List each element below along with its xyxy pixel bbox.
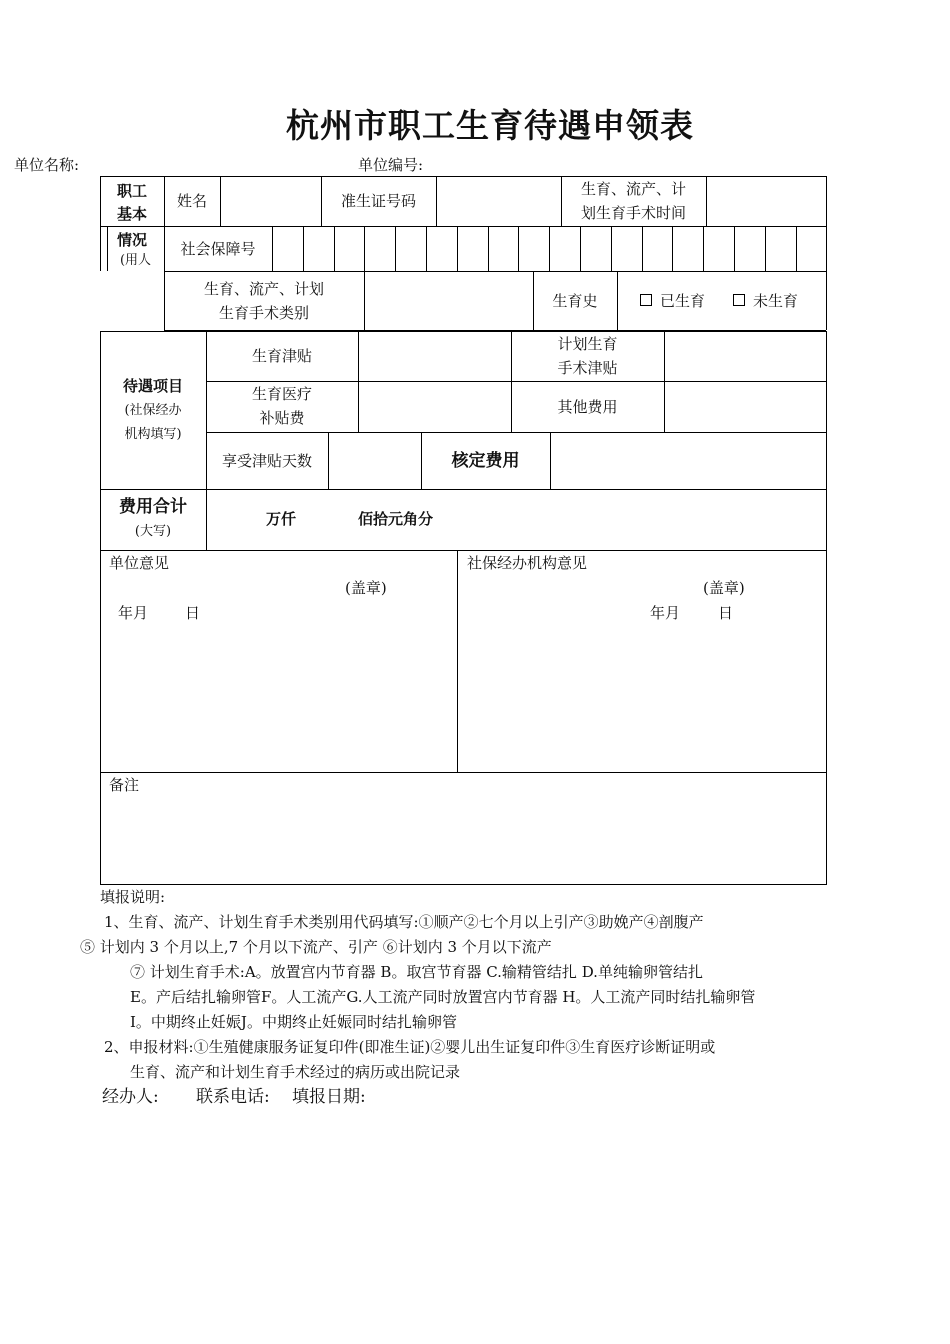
benefits-group-title: 待遇项目 (122, 377, 183, 395)
basic-group-line3: 情况 (116, 231, 147, 249)
option-no-children[interactable]: 未生育 (733, 289, 798, 313)
instructions-heading: 填报说明: (100, 888, 166, 906)
page-title: 杭州市职工生育待遇申领表 (286, 106, 694, 145)
checkbox-icon (640, 294, 652, 306)
instruction-line: 2、申报材料:①生殖健康服务证复印件(即准生证)②婴儿出生证复印件③生育医疗诊断证明或 (104, 1038, 716, 1056)
surgery-time-label-1: 生育、流产、计 (580, 180, 686, 198)
allowance-field[interactable] (358, 336, 511, 376)
total-units-a: 万仟 (266, 510, 297, 528)
unit-code-label: 单位编号: (358, 156, 424, 174)
surgery-time-field[interactable] (706, 183, 826, 221)
fill-date-label: 填报日期: (292, 1087, 366, 1107)
unit-stamp-label: (盖章) (345, 579, 387, 597)
history-label: 生育史 (552, 292, 598, 310)
benefits-group-sub-1: (社保经办 (124, 403, 182, 418)
days-label: 享受津贴天数 (221, 452, 312, 470)
agency-stamp-label: (盖章) (703, 579, 745, 597)
other-fee-label: 其他费用 (557, 398, 618, 416)
total-units-b: 佰拾元角分 (358, 510, 434, 528)
name-field[interactable] (220, 183, 321, 221)
plan-allowance-label-2: 手术津贴 (557, 359, 618, 377)
basic-group-line4: (用人 (119, 253, 152, 268)
basic-group-line2: 基本 (116, 205, 147, 223)
unit-opinion-field[interactable] (104, 630, 452, 766)
agency-day-label: 日 (718, 604, 734, 622)
phone-label: 联系电话: (196, 1087, 270, 1107)
instruction-line: E。产后结扎输卵管F。人工流产G.人工流产同时放置宫内节育器 H。人工流产同时结扎输卵管 (130, 988, 756, 1006)
plan-allowance-field[interactable] (664, 336, 826, 376)
remarks-label: 备注 (109, 776, 140, 794)
handler-label: 经办人: (102, 1087, 159, 1107)
medical-subsidy-label-1: 生育医疗 (251, 385, 312, 403)
unit-name-label: 单位名称: (14, 156, 80, 174)
allowance-label: 生育津贴 (251, 347, 312, 365)
instruction-line: I。中期终止妊娠J。中期终止妊娠同时结扎输卵管 (130, 1013, 457, 1031)
remarks-field[interactable] (104, 800, 822, 878)
name-label: 姓名 (176, 192, 207, 210)
unit-day-label: 日 (185, 604, 201, 622)
instruction-line: ⑦ 计划生育手术:A。放置宫内节育器 B。取宫节育器 C.输精管结扎 D.单纯输卵管结扎 (130, 963, 703, 981)
unit-opinion-label: 单位意见 (109, 554, 170, 572)
ssn-field[interactable] (272, 229, 826, 269)
instruction-line: ⑤ 计划内 3 个月以上,7 个月以下流产、引产 ⑥计划内 3 个月以下流产 (80, 938, 552, 956)
checkbox-icon (733, 294, 745, 306)
unit-date-label: 年月 (118, 604, 149, 622)
instruction-line: 生育、流产和计划生育手术经过的病历或出院记录 (130, 1063, 461, 1081)
birth-permit-field[interactable] (436, 183, 561, 221)
surgery-type-label-2: 生育手术类别 (218, 304, 309, 322)
benefits-group-sub-2: 机构填写) (124, 427, 182, 442)
basic-group-line1: 职工 (116, 182, 147, 200)
option-had-children[interactable]: 已生育 (640, 289, 705, 313)
surgery-type-field[interactable] (364, 280, 533, 320)
total-label: 费用合计 (119, 497, 187, 517)
surgery-time-label-2: 划生育手术时间 (580, 204, 686, 222)
birth-permit-label: 准生证号码 (340, 192, 416, 210)
total-sub-label: (大写) (134, 524, 172, 539)
instruction-line: 1、生育、流产、计划生育手术类别用代码填写:①顺产②七个月以上引产③助娩产④剖腹产 (104, 913, 704, 931)
days-field[interactable] (328, 438, 421, 482)
other-fee-field[interactable] (664, 387, 826, 427)
approved-fee-label: 核定费用 (451, 451, 520, 471)
agency-opinion-field[interactable] (462, 630, 822, 766)
plan-allowance-label-1: 计划生育 (557, 335, 618, 353)
ssn-label: 社会保障号 (180, 240, 256, 258)
medical-subsidy-label-2: 补贴费 (259, 409, 305, 427)
agency-opinion-label: 社保经办机构意见 (467, 554, 588, 572)
agency-date-label: 年月 (650, 604, 681, 622)
surgery-type-label-1: 生育、流产、计划 (203, 280, 324, 298)
medical-subsidy-field[interactable] (358, 387, 511, 427)
approved-fee-field[interactable] (550, 438, 826, 482)
